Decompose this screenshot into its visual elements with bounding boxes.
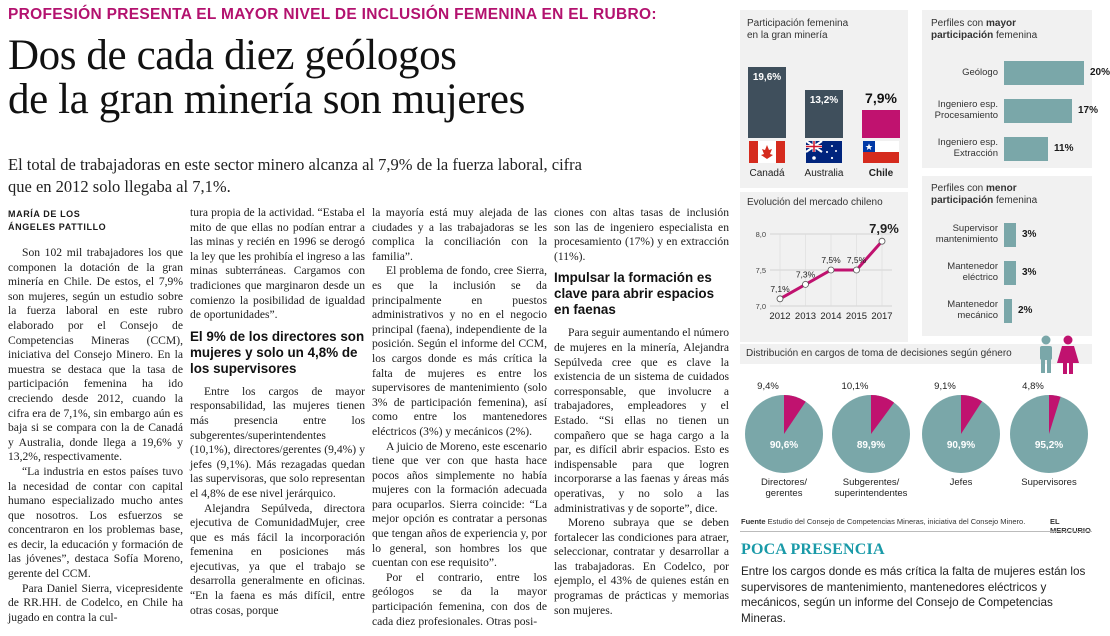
hbar xyxy=(1004,223,1016,247)
pie-category-line-1: Supervisores xyxy=(1021,477,1077,488)
data-point xyxy=(879,238,885,244)
participation-title xyxy=(747,18,848,42)
female-figure-icon xyxy=(1057,336,1079,375)
hbar xyxy=(1004,99,1072,123)
hbar xyxy=(1004,261,1016,285)
hbar-label-line-2: Extracción xyxy=(953,148,998,159)
hbar-value: 3% xyxy=(1022,229,1037,240)
deck: El total de trabajadoras en este sector minero alcanza al 7,9% de la fuerza laboral, cifra que en 2012 solo llegaba al 7,1%. xyxy=(8,155,582,196)
x-tick-label: 2015 xyxy=(845,311,868,322)
hbar-label xyxy=(922,67,998,78)
pie-male-label: 95,2% xyxy=(1034,440,1064,451)
decisions-title: Distribución en cargos de toma de decisiones según género xyxy=(746,348,1012,359)
credit: EL xyxy=(1050,517,1060,526)
paragraph: “La industria en estos países tuvo la necesidad de contar con capital humano especializado mucho antes que nosotros. Los esfuerzos se concentraron en los problemas base, es decir, la educación y formación de las jóvenes”, destaca Sofía Moreno, gerente del CCM. xyxy=(8,464,183,581)
subheading: Impulsar la formación es clave para abrir espacios en faenas xyxy=(554,270,715,318)
pie-category-line-1: Jefes xyxy=(949,477,973,488)
evolution-line-chart xyxy=(740,206,908,341)
pie-category-label xyxy=(911,477,1011,488)
pie-chart xyxy=(1004,389,1094,479)
mayor-title-bold: mayor xyxy=(986,18,1017,29)
divider xyxy=(740,531,1092,532)
flag-australia-icon xyxy=(806,141,842,163)
menor-title-bold: menor xyxy=(986,183,1017,194)
bar-value-label: 19,6% xyxy=(752,72,782,84)
data-label: 7,3% xyxy=(795,269,816,280)
mayor-title xyxy=(931,18,1037,42)
pie-category-label xyxy=(734,477,834,499)
participation-panel xyxy=(740,10,908,188)
paragraph: El problema de fondo, cree Sierra, es que la inclusión se da principalmente en puestos administrativos y no en el negocio principal (faena), independiente de la posición. Según el informe del CCM, los cargos donde es más crítica la falta de mujeres es entre los supervisores de mantenimiento (solo 3% de participación femenina), así como entre los mantenedores eléctricos (3%) y mecánicos (2%). xyxy=(372,264,547,438)
bar-value-label: 7,9% xyxy=(865,89,897,106)
x-tick-label: 2012 xyxy=(769,311,791,322)
paragraph: Alejandra Sepúlveda, directora ejecutiva de ComunidadMujer, cree que es más fácil la incorporación femenina en posiciones más ejecutivas, ya que el trabajo se desarrolla generalmente en oficinas. “En la faena es más difícil, entre otras cosas, porque xyxy=(190,501,365,617)
pie-female-label: 9,1% xyxy=(934,381,956,392)
source-label: Fuente xyxy=(741,517,766,526)
article-column-2 xyxy=(190,206,365,631)
hbar-value: 3% xyxy=(1022,267,1037,278)
hbar-value: 2% xyxy=(1018,305,1033,316)
menor-title-2: participación xyxy=(931,195,994,206)
country-label: Chile xyxy=(868,168,894,179)
pie-category-label xyxy=(821,477,921,499)
mayor-title-1: Perfiles con xyxy=(931,18,987,29)
mayor-title-2: participación xyxy=(931,30,994,41)
kicker: PROFESIÓN PRESENTA EL MAYOR NIVEL DE INCLUSIÓN FEMENINA EN EL RUBRO: xyxy=(8,6,657,23)
data-label: 7,9% xyxy=(869,221,899,237)
byline-line-1: MARÍA DE LOS xyxy=(8,209,81,219)
hbar-label-line-1: Ingeniero esp. xyxy=(937,137,998,148)
hbar-label-line-1: Mantenedor xyxy=(947,299,998,310)
hbar-value: 17% xyxy=(1078,105,1099,116)
pie-female-label: 10,1% xyxy=(841,381,869,392)
hbar-label-line-2: mecánico xyxy=(957,310,998,321)
hbar-label-line-1: Mantenedor xyxy=(947,261,998,272)
headline xyxy=(8,34,728,122)
bar-value-label: 13,2% xyxy=(809,95,839,107)
gender-icon xyxy=(1034,335,1084,375)
flag-canada-icon xyxy=(749,141,785,163)
hbar-label xyxy=(922,99,998,121)
flag xyxy=(863,141,899,163)
hbar-label-line-2: mantenimiento xyxy=(935,234,998,245)
y-tick-label: 8,0 xyxy=(755,230,766,239)
paragraph: tura propia de la actividad. “Estaba el mito de que ellas no podían entrar a las minas y recién en 1996 se derogó la ley que les prohibía el ingreso a las minas subterráneas. Cargamos con tradiciones que marginaron desde un comienzo la posibilidad de igualdad de oportunidades”. xyxy=(190,206,365,322)
evolution-panel xyxy=(740,192,908,342)
source-text: Estudio del Consejo de Competencias Mineras, iniciativa del Consejo Minero. xyxy=(765,517,1026,526)
hbar xyxy=(1004,137,1048,161)
paragraph: la mayoría está muy alejada de las ciudades y a las trabajadoras se les complica la conciliación con la familia”. xyxy=(372,206,547,263)
article-column-4 xyxy=(554,206,729,631)
pie-male-label: 90,6% xyxy=(769,440,799,451)
evolution-title: Evolución del mercado chileno xyxy=(747,197,883,208)
country-label: Canadá xyxy=(749,168,785,179)
hbar-label-line-1: Ingeniero esp. xyxy=(937,99,998,110)
hbar-label xyxy=(922,223,998,245)
pie-female-label: 4,8% xyxy=(1022,381,1044,392)
pie-chart xyxy=(826,389,916,479)
hbar-label xyxy=(922,137,998,159)
participation-title-1: Participación femenina xyxy=(747,18,849,29)
data-point xyxy=(828,267,834,273)
paragraph: Para Daniel Sierra, vicepresidente de RR.HH. de Codelco, en Chile ha jugado en contra la cul- xyxy=(8,581,183,624)
hbar-label xyxy=(922,261,998,283)
male-figure-icon xyxy=(1040,336,1052,374)
data-label: 7,5% xyxy=(821,255,841,265)
paragraph: Moreno subraya que se deben fortalecer las condiciones para atraer, seleccionar, contratar y desarrollar a las trabajadoras. En Codelco, por ejemplo, el 43% de quienes están en programas de prácticas y memorias son mujeres. xyxy=(554,516,729,617)
pie-male-label: 89,9% xyxy=(856,440,886,451)
pie-category-line-2: superintendentes xyxy=(834,488,908,499)
paragraph: Son 102 mil trabajadores los que componen la dotación de la gran minería en Chile. De estos, el 7,9% son mujeres, según un estudio sobre la fuerza laboral en este rubro elaborado por el Consejo de Competencias Mineras (CCM), iniciativa del Consejo Minero. En la muestra se destaca que la tasa de participación femenina ha ido creciendo desde 2012, cuando la cifra era de 7,1%, sin embargo aún es baja si se compara con la de Canadá y Australia, donde llega a 19,6% y 13,2%, respectivamente. xyxy=(8,246,183,464)
data-label: 7,1% xyxy=(770,283,790,294)
data-point xyxy=(854,267,860,273)
byline xyxy=(8,208,183,234)
hbar-value: 11% xyxy=(1054,143,1074,154)
poca-presencia-body: Entre los cargos donde es más crítica la falta de mujeres están los supervisores de mantenimiento, mantenedores eléctricos y mecánicos, según un informe del Consejo de Competencias Mineras. xyxy=(741,565,1086,625)
menor-title-1: Perfiles con xyxy=(931,183,987,194)
hbar xyxy=(1004,61,1084,85)
flag xyxy=(749,141,785,163)
data-label: 7,5% xyxy=(846,255,867,265)
data-point xyxy=(777,296,783,302)
flag-chile-icon xyxy=(863,141,899,163)
bar-chile xyxy=(862,110,900,138)
source-note xyxy=(741,517,1025,526)
paragraph: ciones con altas tasas de inclusión son las de ingeniero especialista en procesamiento (17%) y en extracción (11%). xyxy=(554,206,729,263)
menor-title xyxy=(931,183,1037,207)
paragraph: A juicio de Moreno, este escenario tiene que ver con que hasta hace pocos años simplemente no había mujeres con la formación adecuada para ocuparlos. Sierra coincide: “La mejor opción es contratar a personas que tengan años de experiencia y, por lo general, son hombres los que cuentan con ese requisito”. xyxy=(372,439,547,570)
x-tick-label: 2017 xyxy=(871,311,893,322)
hbar-label-line-2: eléctrico xyxy=(962,272,998,283)
poca-presencia-title: POCA PRESENCIA xyxy=(741,541,885,558)
paragraph: Entre los cargos de mayor responsabilidad, las mujeres tienen más presencia entre los subgerentes/superintendentes (10,1%), directores/gerentes (9,4%) y jefes (9,1%). Más rezagadas quedan las supervisoras, que solo representan el 4,8% de ese nivel jerárquico. xyxy=(190,384,365,500)
pie-chart xyxy=(739,389,829,479)
hbar-label-line-2: Procesamiento xyxy=(934,110,998,121)
y-tick-label: 7,5 xyxy=(755,266,766,275)
paragraph: Para seguir aumentando el número de mujeres en la minería, Alejandra Sepúlveda cree que es clave la existencia de un sistema de cuidados corresponsable, que involucre a trabajadores, empleadores y el Estado. “Si ellas no tienen un compañero que se haga cargo a la par, es difícil abrir espacios. Esto es indispensable para que logren incorporarse a las faenas y áreas más operativas, y no solo a las administrativas y de soporte”, dice. xyxy=(554,326,729,515)
hbar xyxy=(1004,299,1012,323)
pie-chart xyxy=(916,389,1006,479)
x-tick-label: 2014 xyxy=(820,311,842,322)
data-point xyxy=(803,281,809,287)
article-column-3 xyxy=(372,206,547,631)
participation-title-2: en la gran minería xyxy=(747,30,828,41)
pie-category-line-1: Subgerentes/ xyxy=(842,477,900,488)
pie-male-label: 90,9% xyxy=(946,440,976,451)
paragraph: Por el contrario, entre los geólogos se da la mayor participación femenina, con dos de cada diez profesionales. Otras posi- xyxy=(372,570,547,628)
mayor-title-3: femenina xyxy=(993,30,1038,41)
headline-line-1: Dos de cada diez geólogos xyxy=(8,32,457,79)
hbar-label-line-1: Supervisor xyxy=(952,223,998,234)
subheading: El 9% de los directores son mujeres y solo un 4,8% de los supervisores xyxy=(190,328,365,376)
x-tick-label: 2013 xyxy=(794,311,817,322)
hbar-label xyxy=(922,299,998,321)
hbar-value: 20% xyxy=(1090,67,1110,78)
pie-category-line-1: Directores/ xyxy=(761,477,807,488)
headline-line-2: de la gran minería son mujeres xyxy=(8,76,525,123)
byline-line-2: ÁNGELES PATTILLO xyxy=(8,222,107,232)
flag xyxy=(806,141,842,163)
y-tick-label: 7,0 xyxy=(755,302,766,311)
hbar-label-line-1: Geólogo xyxy=(962,67,998,78)
pie-category-label xyxy=(999,477,1099,488)
pie-category-line-2: gerentes xyxy=(765,488,803,499)
menor-title-3: femenina xyxy=(993,195,1038,206)
article-column-1 xyxy=(8,246,183,631)
country-label: Australia xyxy=(804,168,844,179)
pie-female-label: 9,4% xyxy=(757,381,779,392)
